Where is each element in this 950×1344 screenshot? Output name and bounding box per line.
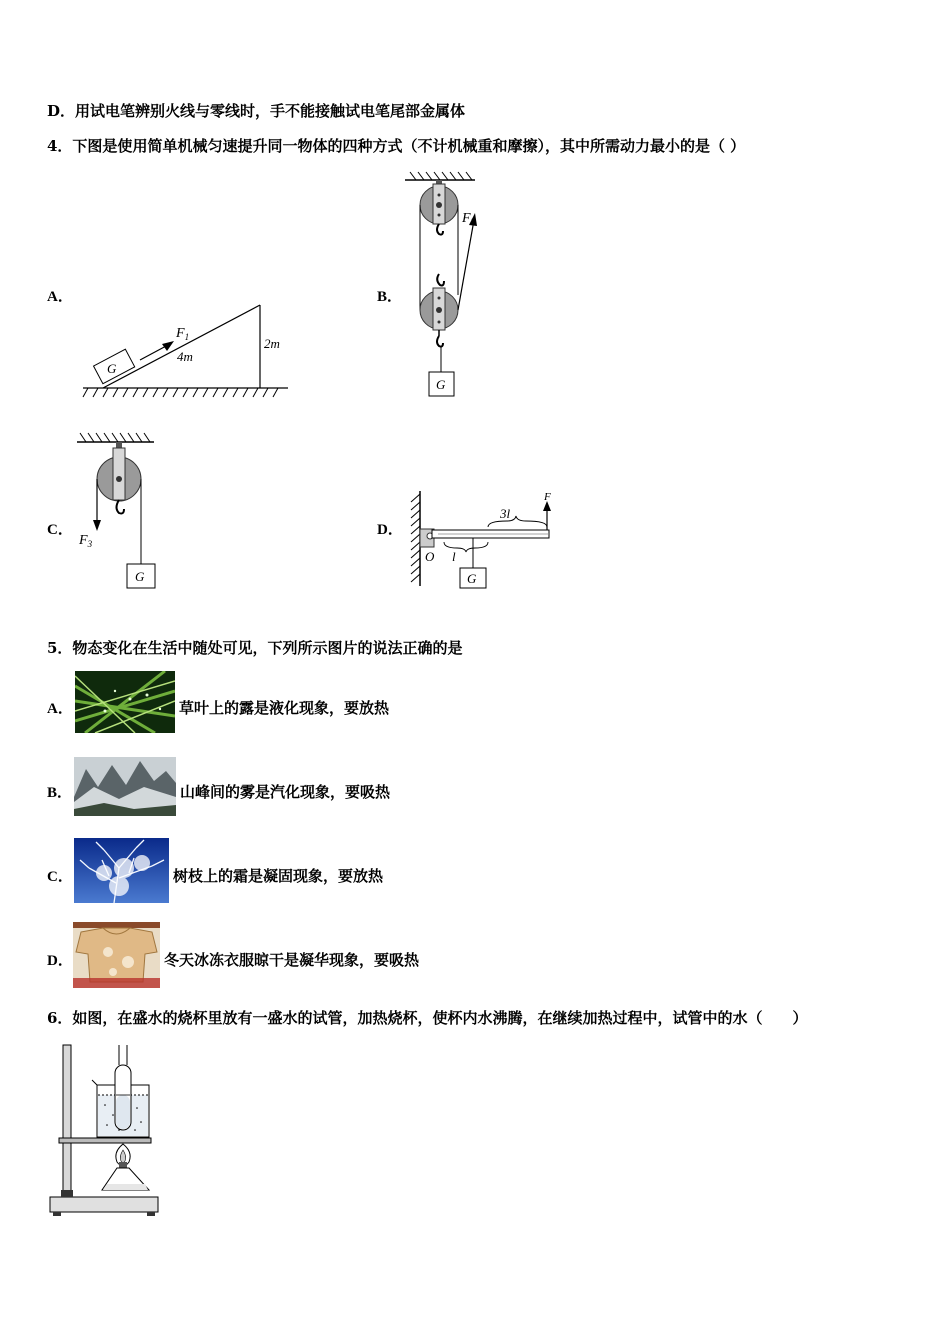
q5-label-b: B． (47, 785, 73, 801)
q5-label-a: A． (47, 701, 73, 717)
q5-stem: 5．物态变化在生活中随处可见，下列所示图片的说法正确的是 (47, 639, 463, 657)
q4-label-b: B． (377, 289, 403, 305)
q4-a-weight-label: G (107, 361, 117, 376)
q4-d-force-label: F (544, 491, 551, 503)
q4-a-slope-length: 4m (177, 349, 193, 364)
q5-label-d: D． (47, 953, 73, 969)
q4-c-force-arrow (93, 520, 101, 531)
q4-d-long-arm: 3l (500, 506, 511, 521)
frozen-clothes-photo (73, 922, 160, 988)
q5-option-c-text: 树枝上的霜是凝固现象，要放热 (173, 869, 384, 885)
q4-b-force-label: $F_2$ (462, 211, 476, 227)
q5-label-c: C． (47, 869, 73, 885)
q3-option-d: D．用试电笔辨别火线与零线时，手不能接触试电笔尾部金属体 (47, 102, 466, 120)
q4-a-force-arrow (162, 341, 174, 351)
svg-text:G: G (436, 377, 446, 392)
q4-figure-b-pulley-block (400, 170, 490, 402)
q4-d-pivot-label: O (425, 549, 435, 564)
q4-label-a: A． (47, 289, 73, 305)
q4-c-force-label: $F_3$ (79, 533, 93, 549)
q4-a-force-label: $F_1$ (176, 326, 190, 342)
q4-a-height: 2m (264, 336, 280, 351)
svg-text:G: G (467, 571, 477, 586)
q4-label-c: C． (47, 522, 73, 538)
q4-stem: 4．下图是使用简单机械匀速提升同一物体的四种方式（不计机械重和摩擦），其中所需动力最小的是（ ） (47, 137, 746, 155)
svg-text:G: G (135, 569, 145, 584)
q6-stand-base (50, 1197, 158, 1212)
q4-figure-a-incline (78, 300, 293, 405)
frost-branch-photo (74, 838, 169, 903)
q5-option-b-text: 山峰间的雾是汽化现象，要吸热 (180, 785, 391, 801)
q5-option-d-text: 冬天冰冻衣服晾干是凝华现象，要吸热 (164, 953, 420, 969)
q4-d-short-arm: l (452, 549, 456, 564)
q6-stand-rod (63, 1045, 71, 1197)
grass-dew-photo (75, 671, 175, 733)
q4-label-d: D． (377, 522, 403, 538)
q6-figure-heating-apparatus (47, 1040, 162, 1220)
q6-ring-clamp (59, 1138, 151, 1143)
mountain-fog-photo (74, 757, 176, 816)
q4-figure-c-fixed-pulley (72, 428, 167, 593)
q4-figure-d-lever (402, 486, 567, 594)
q5-option-a-text: 草叶上的露是液化现象，要放热 (179, 701, 390, 717)
q6-stem: 6．如图，在盛水的烧杯里放有一盛水的试管，加热烧杯，使杯内水沸腾，在继续加热过程中，试管中的水（ ） (47, 1009, 808, 1027)
